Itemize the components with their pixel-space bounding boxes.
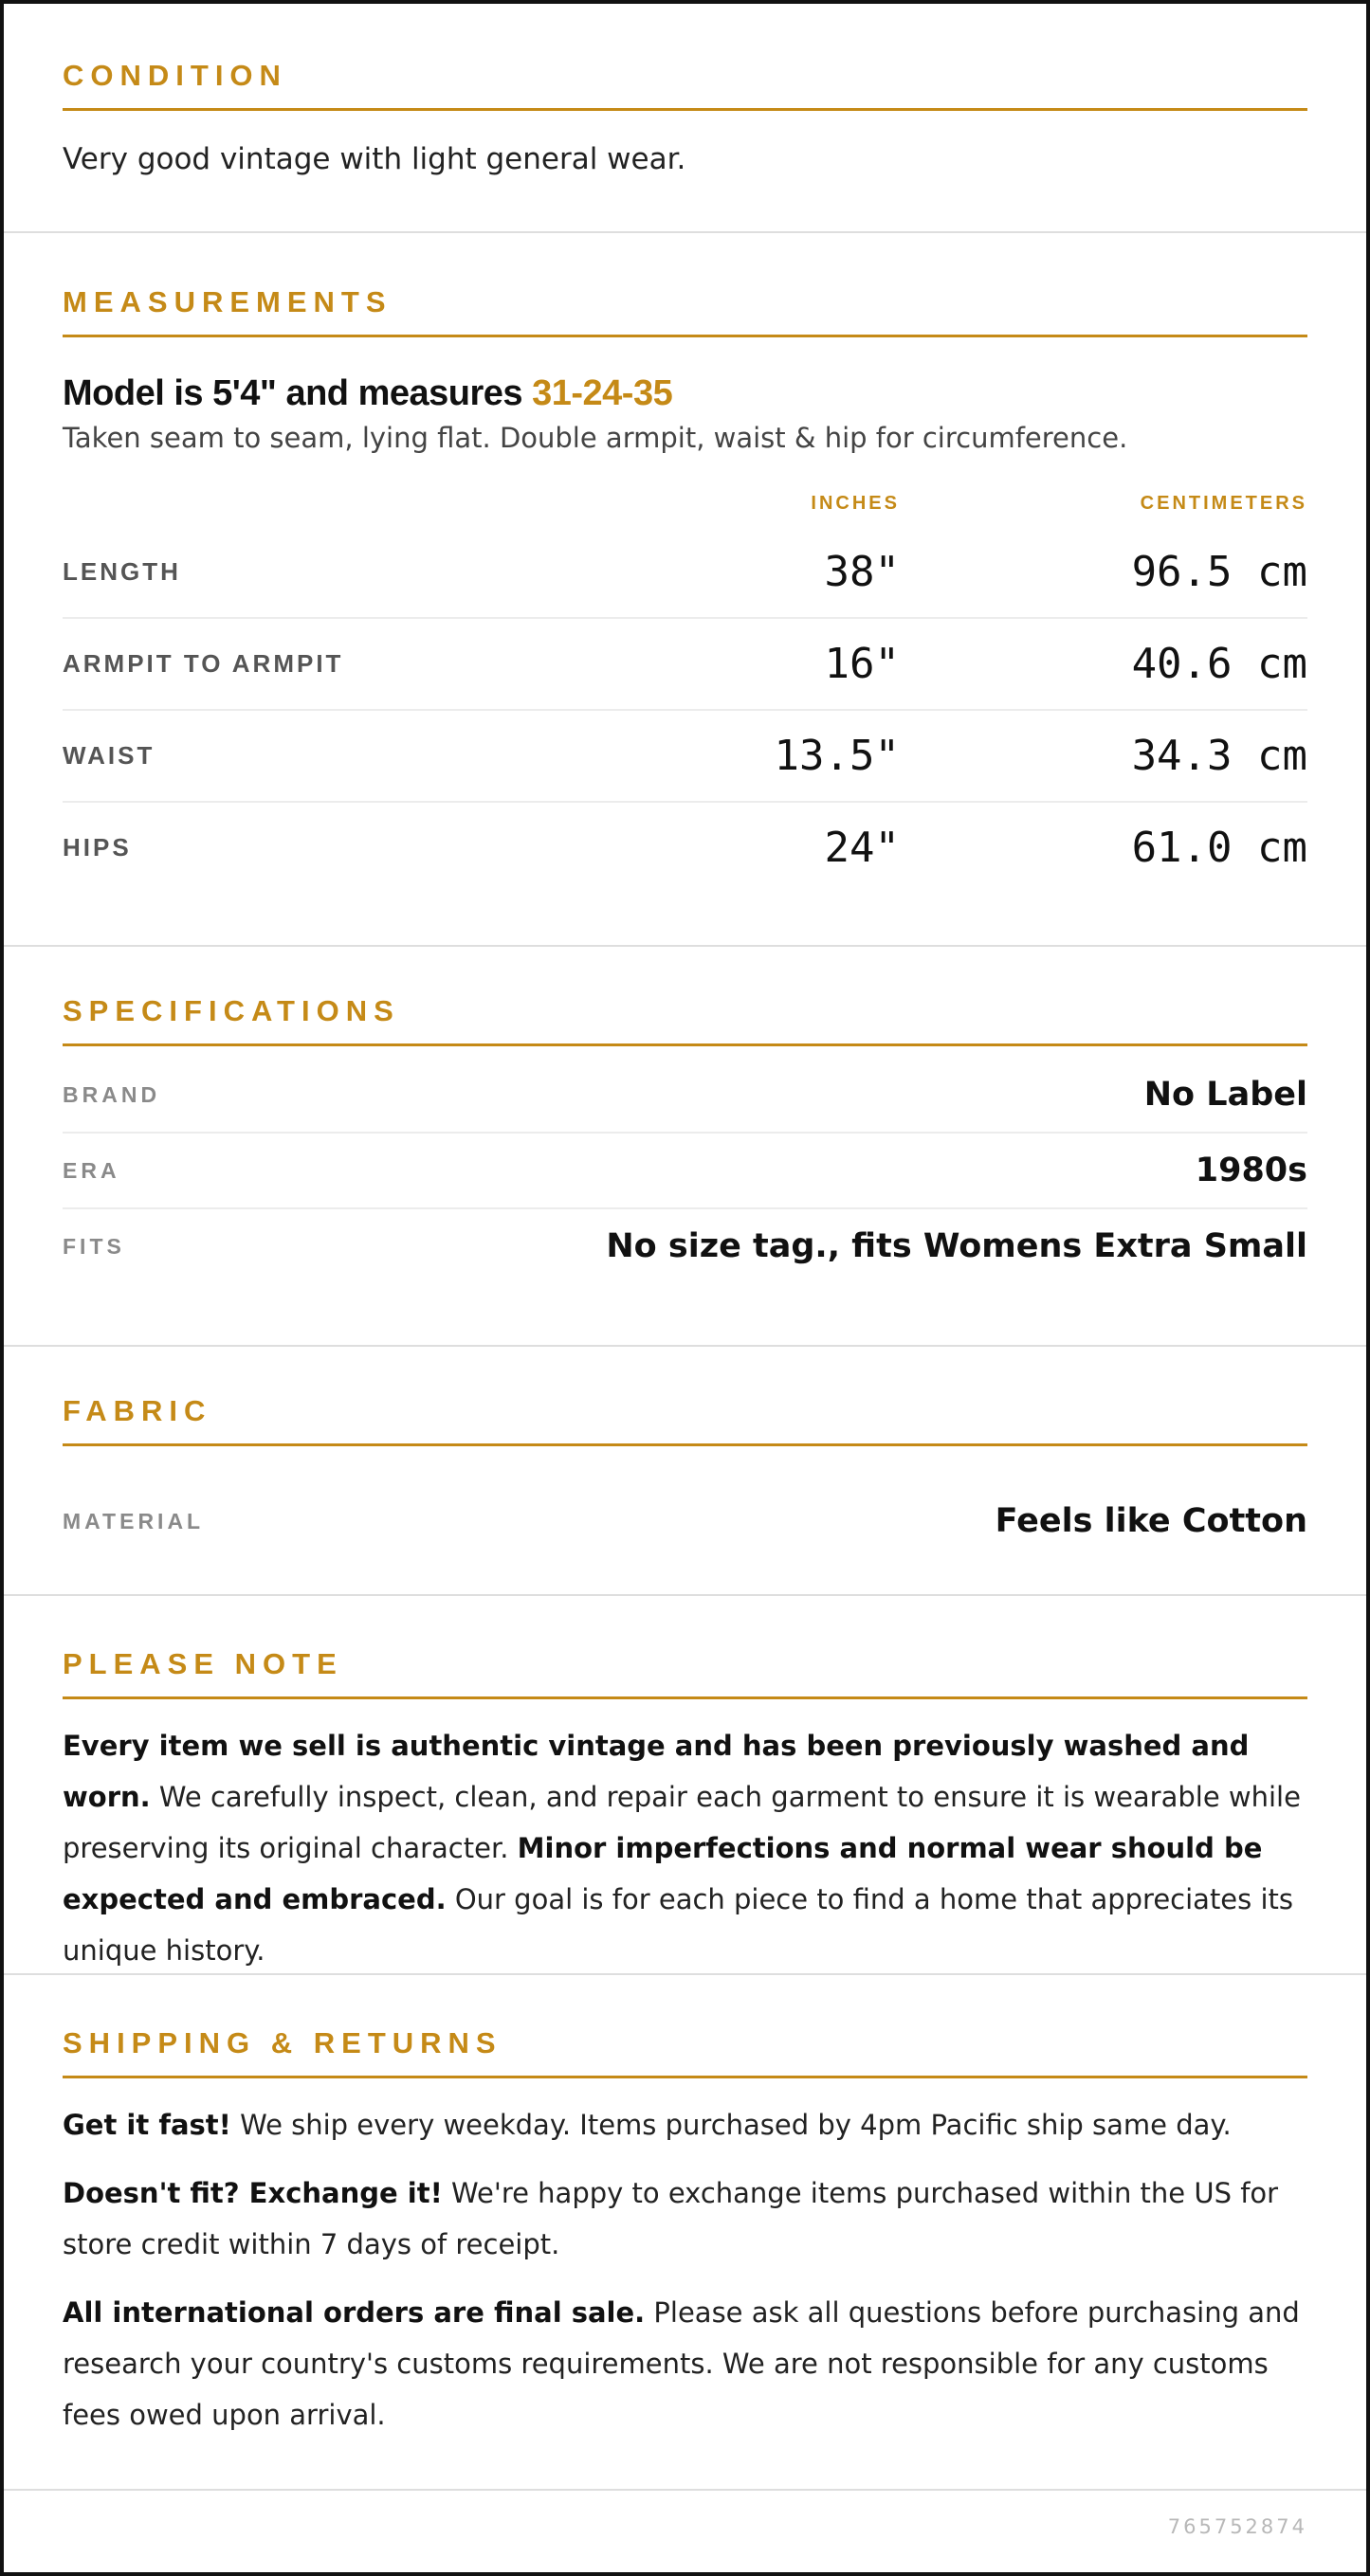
spec-value: No size tag., fits Womens Extra Small [606,1227,1307,1265]
fabric-list [63,1484,1307,1558]
note-bold-2: Minor imperfections and normal wear should be expected and embraced. [63,1832,1263,1915]
list-item [63,1484,1307,1558]
measurements-heading: MEASUREMENTS [63,285,1307,337]
please-note-section [4,1596,1366,1975]
specifications-list [63,1058,1307,1283]
shipping-heading: SHIPPING & RETURNS [63,2026,1307,2078]
spec-key: BRAND [63,1081,161,1107]
measurement-label: WAIST [63,741,155,770]
condition-heading: CONDITION [63,59,1307,111]
shipping-text: Please ask all questions before purchasing and research your country's customs requirements. We are not responsible for any customs fees owed upon arrival. [63,2296,1300,2431]
shipping-paragraph-fast [63,2099,1307,2150]
please-note-heading: PLEASE NOTE [63,1647,1307,1699]
fabric-key: MATERIAL [63,1508,205,1533]
shipping-paragraph-international [63,2287,1307,2440]
list-item [63,1058,1307,1134]
shipping-bold: Doesn't fit? Exchange it! [63,2177,443,2209]
fabric-heading: FABRIC [63,1394,1307,1446]
spec-value: No Label [1143,1076,1307,1114]
table-row [63,527,1307,619]
condition-text: Very good vintage with light general wear. [63,142,686,176]
measurement-label: LENGTH [63,557,181,586]
measurement-cm: 96.5 cm [1131,548,1307,596]
model-measures-value: 31-24-35 [532,373,673,413]
measurement-inches: 13.5" [774,732,900,780]
table-row [63,619,1307,711]
measurement-cm: 61.0 cm [1131,824,1307,872]
condition-section [4,4,1366,233]
list-item [63,1134,1307,1209]
model-prefix: Model is 5'4" and measures [63,373,533,413]
fabric-section [4,1347,1366,1596]
measurement-cm: 34.3 cm [1131,732,1307,780]
measurements-subtitle: Taken seam to seam, lying flat. Double armpit, waist & hip for circumference. [63,422,1128,454]
measurements-section [4,233,1366,947]
shipping-text: We ship every weekday. Items purchased by 4pm Pacific ship same day. [230,2109,1232,2141]
measurements-table [63,527,1307,893]
product-id: 765752874 [1167,2515,1307,2538]
shipping-bold: All international orders are final sale. [63,2296,646,2329]
table-row [63,711,1307,803]
measurement-cm: 40.6 cm [1131,640,1307,688]
note-bold-1: Every item we sell is authentic vintage and has been previously washed and worn. [63,1730,1250,1813]
specifications-section [4,947,1366,1347]
shipping-text: We're happy to exchange items purchased within the US for store credit within 7 days of receipt. [63,2177,1279,2260]
table-row [63,803,1307,893]
spec-value: 1980s [1195,1152,1307,1189]
measurement-label: HIPS [63,833,132,862]
measurement-label: ARMPIT TO ARMPIT [63,649,344,678]
specifications-heading: SPECIFICATIONS [63,994,1307,1046]
note-text-2: Our goal is for each piece to find a home that appreciates its unique history. [63,1883,1294,1967]
spec-key: ERA [63,1157,120,1183]
model-measurements [63,372,1307,415]
shipping-bold: Get it fast! [63,2109,231,2141]
fabric-value: Feels like Cotton [995,1502,1307,1540]
list-item [63,1209,1307,1283]
spec-key: FITS [63,1233,125,1259]
measurements-table-header [63,493,1307,521]
shipping-paragraph-exchange [63,2168,1307,2270]
note-text-1: We carefully inspect, clean, and repair each garment to ensure it is wearable while preserving its original character. [63,1781,1301,1864]
measurement-inches: 16" [824,640,900,688]
please-note-text [63,1720,1307,1976]
measurement-inches: 38" [824,548,900,596]
centimeters-column-header: CENTIMETERS [1140,493,1307,514]
shipping-returns-section [4,1975,1366,2491]
inches-column-header: INCHES [811,493,900,514]
measurement-inches: 24" [824,824,900,872]
